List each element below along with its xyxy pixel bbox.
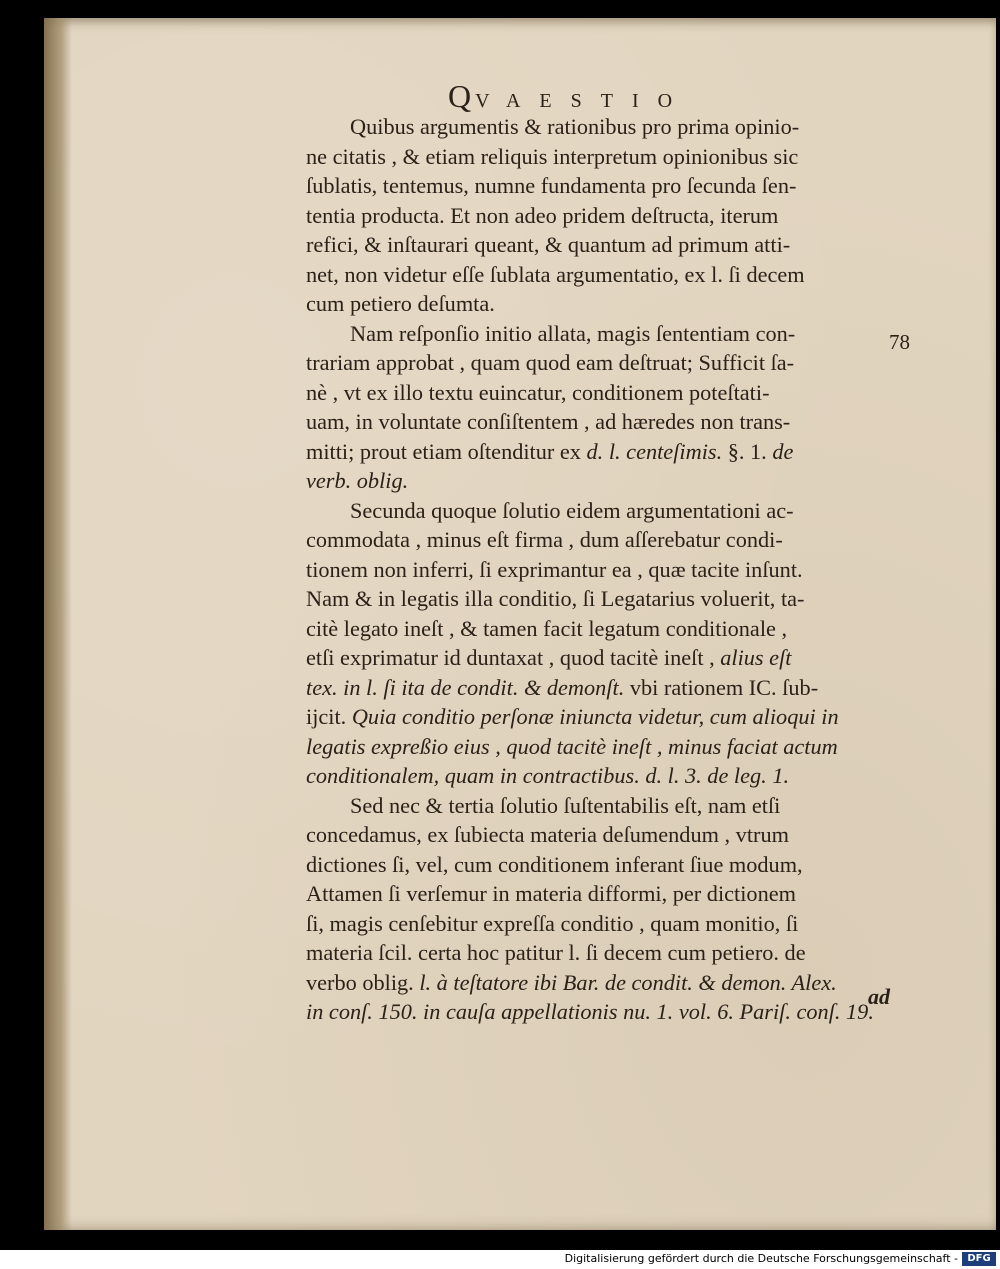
dfg-logo: DFG	[962, 1252, 996, 1266]
text-run: nè , vt ex illo textu euincatur, conditionem poteſtati-	[306, 379, 770, 405]
text-run: Nam reſponſio initio allata, magis ſententiam con-	[350, 320, 796, 346]
footer-bar	[0, 1250, 1000, 1269]
italic-citation: alius eſt	[720, 645, 792, 670]
text-line	[306, 319, 898, 349]
italic-citation: legatis expreßio eius , quod tacitè ineſt , minus faciat actum	[306, 733, 838, 759]
italic-citation: in conſ. 150. in cauſa appellationis nu. 1. vol. 6. Pariſ. conſ. 19.	[306, 999, 874, 1024]
text-run: etſi exprimatur id duntaxat , quod tacitè ineſt ,	[306, 645, 721, 670]
text-run: dictiones ſi, vel, cum conditionem inferant ſiue modum,	[306, 851, 803, 877]
text-run: Secunda quoque ſolutio eidem argumentationi ac-	[350, 497, 794, 523]
text-run: ijcit.	[306, 704, 352, 729]
text-run: Quibus argumentis & rationibus pro prima opinio-	[350, 114, 800, 139]
text-run: cum petiero deſumta.	[306, 291, 495, 316]
text-line	[306, 584, 898, 614]
text-line	[306, 555, 898, 585]
text-run: §. 1.	[722, 438, 773, 464]
text-line	[306, 968, 898, 998]
text-run: Attamen ſi verſemur in materia difformi, per dictionem	[306, 881, 796, 906]
text-run: net, non videtur eſſe ſublata argumentatio, ex l. ſi decem	[306, 261, 805, 287]
text-run: ne citatis , & etiam reliquis interpretum opinionibus sic	[306, 143, 799, 169]
text-line	[306, 909, 898, 939]
text-line	[306, 112, 898, 142]
text-line	[306, 673, 898, 703]
text-line	[306, 466, 898, 496]
text-line	[306, 850, 898, 880]
running-head-rest: VAESTIO	[475, 90, 692, 112]
text-line	[306, 643, 898, 673]
text-run: Sed nec & tertia ſolutio ſuſtentabilis eſt, nam etſi	[350, 792, 781, 818]
running-head-initial: Q	[448, 78, 476, 114]
text-run: refici, & inſtaurari queant, & quantum ad primum atti-	[306, 232, 791, 257]
text-run: materia ſcil. certa hoc patitur l. ſi decem cum petiero. de	[306, 940, 806, 965]
italic-citation: Quia conditio perſonæ iniuncta videtur, cum alioqui in	[351, 704, 839, 729]
folio-number: 78	[889, 330, 910, 354]
text-line	[306, 702, 898, 732]
text-line	[306, 348, 898, 378]
text-line	[306, 820, 898, 850]
text-line	[306, 201, 898, 231]
text-line	[306, 230, 898, 260]
italic-citation: conditionalem, quam in contractibus. d. l. 3. de leg. 1.	[306, 763, 790, 788]
text-line	[306, 732, 898, 762]
text-run: tionem non inferri, ſi exprimantur ea , quæ tacite inſunt.	[306, 556, 803, 582]
catchword: ad	[868, 984, 890, 1009]
running-head	[448, 78, 691, 115]
text-line	[306, 378, 898, 408]
italic-citation: de	[772, 438, 794, 464]
text-line	[306, 879, 898, 909]
text-run: vbi rationem IC. ſub-	[624, 674, 819, 700]
text-line	[306, 171, 898, 201]
text-line	[306, 496, 898, 526]
italic-citation: tex. in l. ſi ita de condit. & demonſt.	[306, 674, 625, 700]
text-line	[306, 260, 898, 290]
text-run: verbo oblig.	[306, 969, 420, 995]
text-line	[306, 938, 898, 968]
italic-citation: verb. oblig.	[306, 468, 409, 493]
text-run: mitti; prout etiam oſtenditur ex	[306, 438, 587, 464]
text-line	[306, 142, 898, 172]
text-line	[306, 997, 898, 1027]
text-line	[306, 761, 898, 791]
text-run: ſi, magis cenſebitur expreſſa conditio , quam monitio, ſi	[306, 910, 799, 936]
body-text	[306, 112, 898, 1027]
text-line	[306, 407, 898, 437]
text-run: citè legato ineſt , & tamen facit legatum conditionale ,	[306, 615, 788, 641]
italic-citation: d. l. centeſimis.	[586, 438, 723, 464]
text-run: tentia producta. Et non adeo pridem deſtructa, iterum	[306, 202, 779, 228]
text-line	[306, 614, 898, 644]
text-run: uam, in voluntate conſiſtentem , ad hæredes non trans-	[306, 409, 791, 434]
page-gutter-shadow	[44, 18, 72, 1230]
text-run: ſublatis, tentemus, numne fundamenta pro ſecunda ſen-	[306, 173, 797, 198]
text-line	[306, 525, 898, 555]
text-line	[306, 437, 898, 467]
italic-citation: l. à teſtatore ibi Bar. de condit. & demon. Alex.	[419, 969, 837, 995]
funding-notice: Digitalisierung gefördert durch die Deutsche Forschungsgemeinschaft -	[564, 1252, 958, 1265]
text-run: Nam & in legatis illa conditio, ſi Legatarius voluerit, ta-	[306, 586, 805, 611]
text-run: commodata , minus eſt firma , dum aſſerebatur condi-	[306, 527, 783, 552]
text-line	[306, 791, 898, 821]
text-run: trariam approbat , quam quod eam deſtruat; Sufficit ſa-	[306, 350, 795, 375]
text-run: concedamus, ex ſubiecta materia deſumendum , vtrum	[306, 822, 789, 847]
text-line	[306, 289, 898, 319]
